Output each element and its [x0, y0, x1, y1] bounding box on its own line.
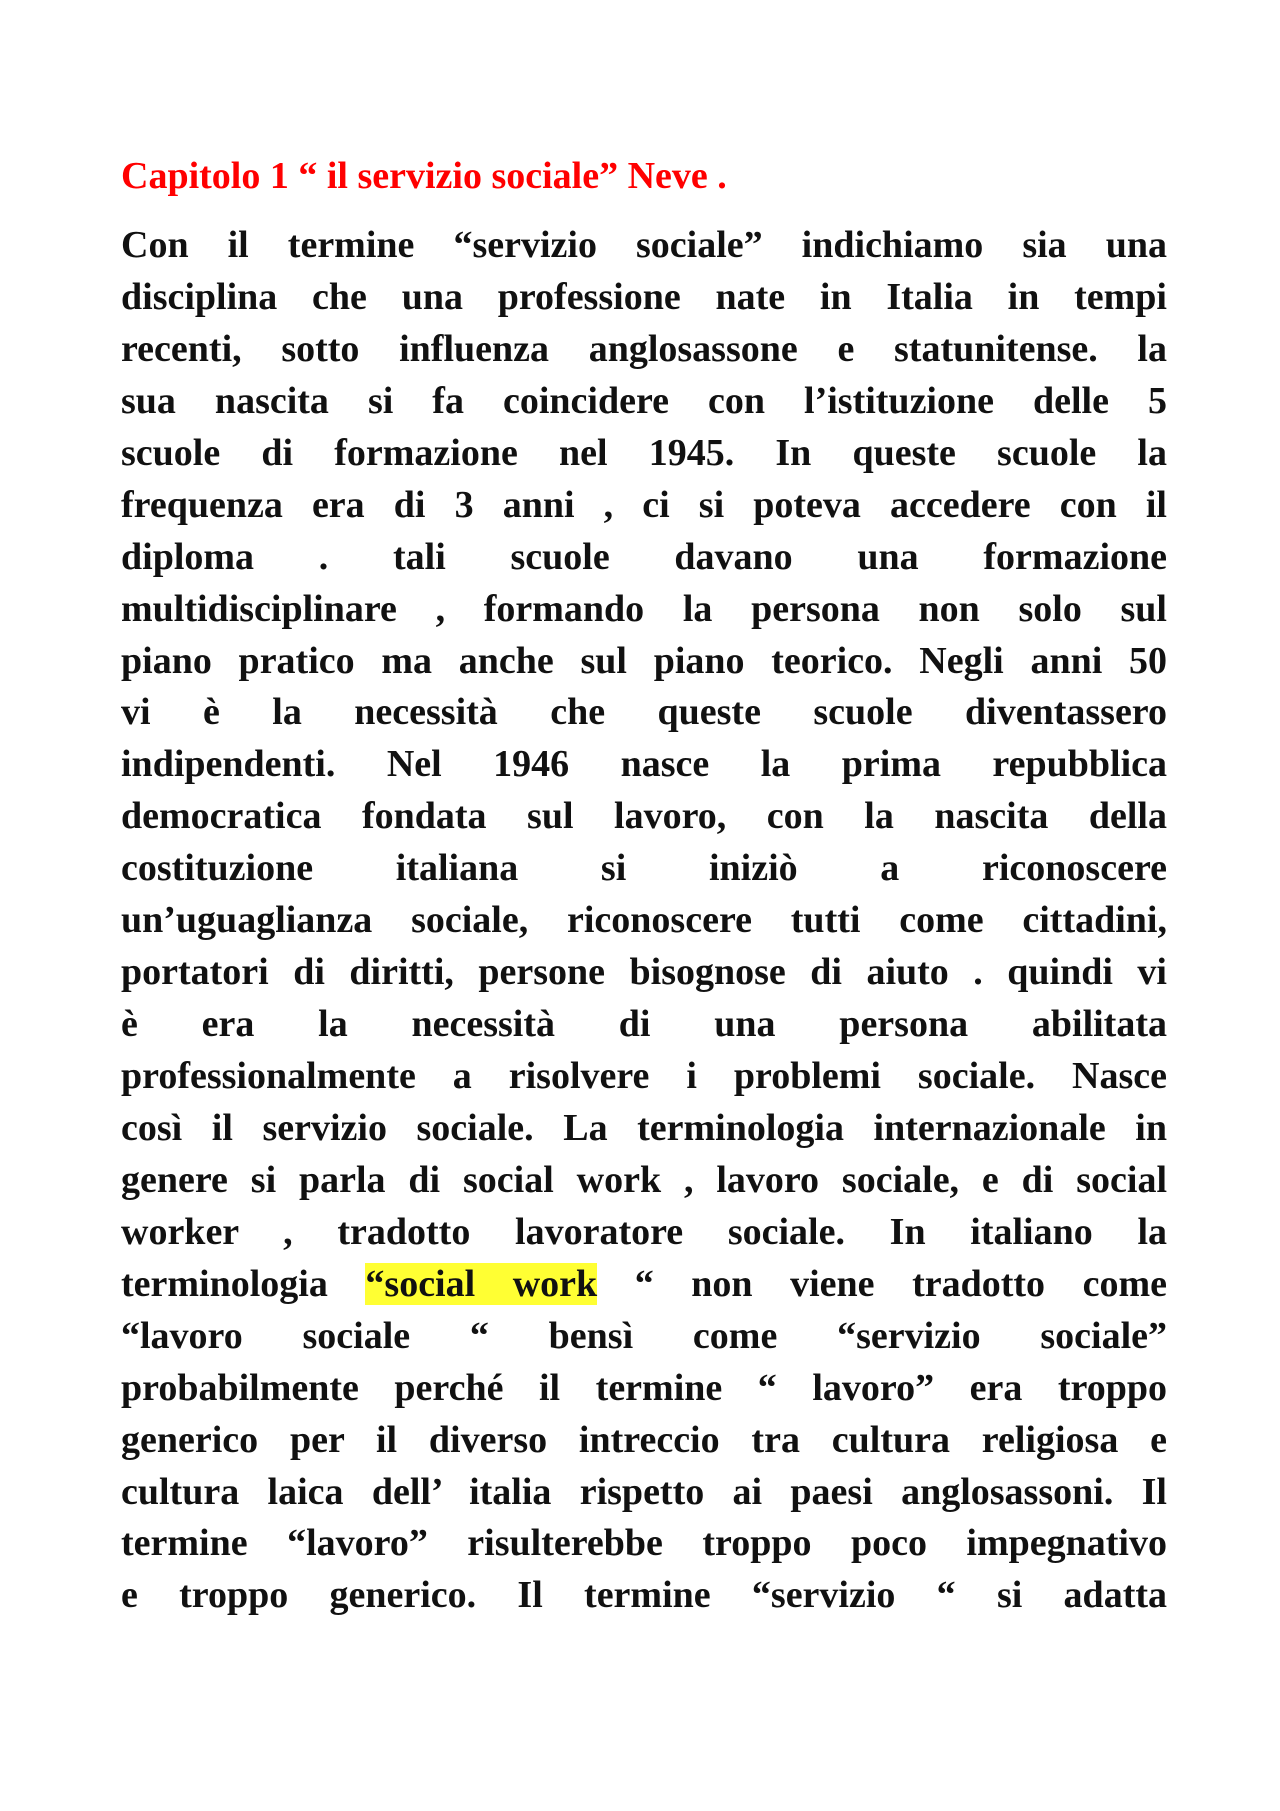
text-line: indipendenti. Nel 1946 nasce la prima repubblica: [121, 743, 1167, 786]
text-line: sua nascita si fa coincidere con l’istituzione delle 5: [121, 379, 1167, 422]
text-line: piano pratico ma anche sul piano teorico. Negli anni 50: [121, 639, 1167, 682]
text-line: democratica fondata sul lavoro, con la nascita della: [121, 795, 1167, 838]
text-line: probabilmente perché il termine “ lavoro” era troppo: [121, 1366, 1167, 1409]
text-line: termine “lavoro” risulterebbe troppo poco impegnativo: [121, 1522, 1167, 1565]
text-line: vi è la necessità che queste scuole diventassero: [121, 691, 1167, 734]
body-paragraph: [121, 220, 1167, 1622]
text-line: “lavoro sociale “ bensì come “servizio sociale”: [121, 1314, 1167, 1357]
text-line: è era la necessità di una persona abilitata: [121, 1003, 1167, 1046]
text-segment: terminologia: [121, 1262, 366, 1305]
text-line: portatori di diritti, persone bisognose di aiuto . quindi vi: [121, 951, 1167, 994]
text-line: scuole di formazione nel 1945. In queste scuole la: [121, 431, 1167, 474]
text-line: professionalmente a risolvere i problemi sociale. Nasce: [121, 1055, 1167, 1097]
text-line: multidisciplinare , formando la persona non solo sul: [121, 587, 1167, 630]
text-line: e troppo generico. Il termine “servizio “ si adatta: [121, 1574, 1167, 1617]
text-line-with-highlight: [121, 1259, 1167, 1311]
highlighted-term: “social work: [365, 1262, 598, 1305]
text-line: recenti, sotto influenza anglosassone e statunitense. la: [121, 327, 1167, 370]
text-line: disciplina che una professione nate in Italia in tempi: [121, 275, 1167, 318]
text-segment: “ non viene tradotto come: [597, 1262, 1167, 1305]
text-line: cultura laica dell’ italia rispetto ai paesi anglosassoni. Il: [121, 1470, 1167, 1513]
text-line: generico per il diverso intreccio tra cultura religiosa e: [121, 1418, 1167, 1461]
chapter-title: Capitolo 1 “ il servizio sociale” Neve .: [121, 155, 727, 197]
text-line: costituzione italiana si iniziò a riconoscere: [121, 847, 1167, 890]
text-line: un’uguaglianza sociale, riconoscere tutti come cittadini,: [121, 899, 1167, 942]
text-line: Con il termine “servizio sociale” indichiamo sia una: [121, 224, 1167, 266]
text-line: diploma . tali scuole davano una formazione: [121, 535, 1167, 578]
text-line: genere si parla di social work , lavoro sociale, e di social: [121, 1158, 1167, 1201]
text-line: worker , tradotto lavoratore sociale. In italiano la: [121, 1210, 1167, 1253]
text-line: così il servizio sociale. La terminologia internazionale in: [121, 1106, 1167, 1149]
text-line: frequenza era di 3 anni , ci si poteva accedere con il: [121, 483, 1167, 526]
